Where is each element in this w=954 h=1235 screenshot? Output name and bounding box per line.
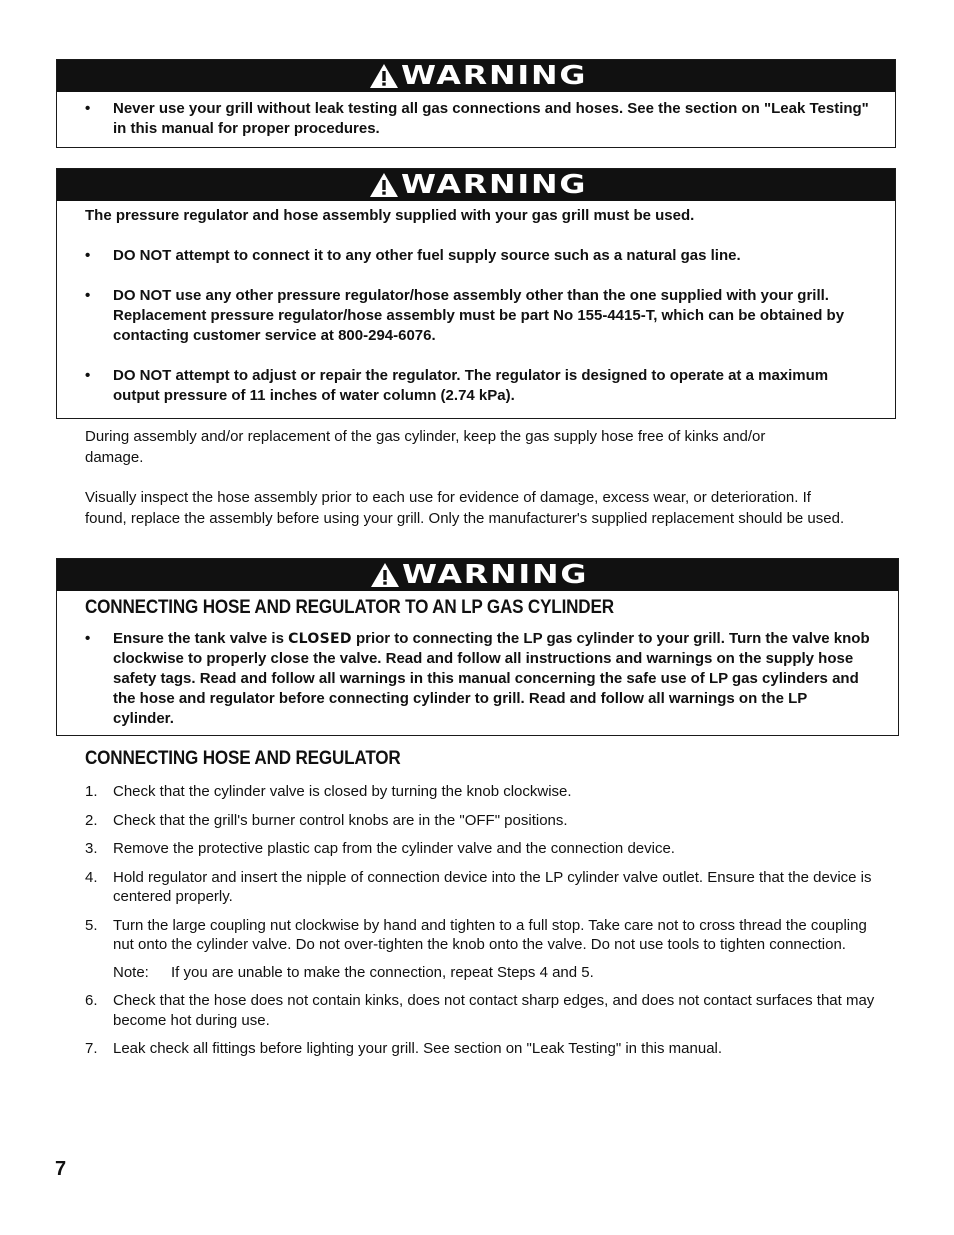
step-text: Hold regulator and insert the nipple of connection device into the LP cylinder valve outlet. Ensure that the device is centered properly. — [113, 868, 872, 905]
step-item — [85, 782, 875, 802]
note-label: Note: — [113, 963, 149, 981]
step-number: 5. — [85, 916, 98, 934]
warning-triangle-icon — [369, 172, 399, 198]
warning-label: WARNING — [400, 61, 587, 91]
steps-list — [85, 782, 875, 1068]
warning-triangle-icon — [369, 63, 399, 89]
warning-bullet — [85, 246, 871, 266]
bullet-text: DO NOT use any other pressure regulator/hose assembly other than the one supplied with your grill. Replacement pressure regulator/hose assembly must be part No 155-4415-T, which can be obtained by contacting customer service at 800-294-6076. — [113, 287, 845, 344]
note-text: If you are unable to make the connection, repeat Steps 4 and 5. — [171, 963, 594, 981]
warning-bullet — [85, 286, 871, 346]
warning-box-lp-cylinder — [56, 558, 899, 736]
bullet-text — [113, 629, 870, 729]
paragraph-inspect-hose: Visually inspect the hose assembly prior to each use for evidence of damage, excess wear, or deterioration. If found, replace the assembly before using your grill. Only the manufacturer's supplied replacement should be used. — [85, 489, 845, 527]
step-item — [85, 839, 875, 859]
section-heading-lp-cylinder: CONNECTING HOSE AND REGULATOR TO AN LP GAS CYLINDER — [85, 597, 614, 618]
step-text: Check that the cylinder valve is closed by turning the knob clockwise. — [113, 783, 572, 800]
bullet-symbol: • — [85, 247, 91, 264]
step-text: Turn the large coupling nut clockwise by hand and tighten to a full stop. Take care not to cross thread the coupling nut onto the cylinder valve. Do not over-tighten the knob onto the valve. Do not use tools to tighten connection. — [113, 916, 867, 953]
step-item — [85, 916, 875, 955]
paragraph-hose-kinks: During assembly and/or replacement of the gas cylinder, keep the gas supply hose free of kinks and/or damage. — [85, 428, 766, 466]
step-item — [85, 991, 875, 1030]
warning-bullet — [85, 366, 871, 406]
bullet-symbol: • — [85, 630, 91, 647]
bullet-text: DO NOT attempt to connect it to any other fuel supply source such as a natural gas line. — [113, 247, 741, 264]
warning-bullet — [85, 99, 871, 139]
step-note — [113, 963, 875, 983]
closed-emphasis: CLOSED — [288, 631, 352, 647]
section-heading-hose-regulator: CONNECTING HOSE AND REGULATOR — [85, 748, 401, 769]
step-item — [85, 868, 875, 907]
warning-box-regulator — [56, 168, 896, 419]
step-text: Remove the protective plastic cap from the cylinder valve and the connection device. — [113, 840, 675, 857]
warning-banner — [57, 169, 895, 201]
step-item — [85, 811, 875, 831]
bullet-symbol: • — [85, 287, 91, 304]
warning-triangle-icon — [370, 562, 400, 588]
warning-label: WARNING — [402, 560, 589, 590]
step-number: 2. — [85, 811, 98, 829]
warning-intro: The pressure regulator and hose assembly supplied with your gas grill must be used. — [85, 207, 695, 224]
step-number: 4. — [85, 868, 98, 886]
page-number: 7 — [55, 1158, 67, 1180]
warning-banner — [57, 559, 898, 591]
bullet-symbol: • — [85, 100, 91, 117]
bullet-text: DO NOT attempt to adjust or repair the regulator. The regulator is designed to operate at a maximum output pressure of 11 inches of water column (2.74 kPa). — [113, 367, 829, 404]
step-number: 1. — [85, 783, 98, 800]
warning-banner — [57, 60, 895, 92]
step-text: Leak check all fittings before lighting your grill. See section on "Leak Testing" in this manual. — [113, 1040, 723, 1057]
step-number: 3. — [85, 840, 98, 857]
step-item — [85, 1039, 875, 1059]
bullet-text-pre: Ensure the tank valve is — [113, 630, 284, 647]
bullet-text-post: prior to connecting the LP gas cylinder to your grill. Turn the valve knob clockwise to properly close the valve. Read and follow all instructions and warnings on the supply hose safety tags. Read and follow all warnings in this manual concerning the safe use of LP gas cylinders and the hose and regulator before connecting cylinder to grill. Read and follow all warnings on the LP cylinder. — [113, 630, 870, 727]
warning-label: WARNING — [400, 170, 587, 200]
warning-bullet — [85, 629, 870, 729]
warning-box-leak-test — [56, 59, 896, 148]
step-text: Check that the hose does not contain kinks, does not contact sharp edges, and does not contact surfaces that may become hot during use. — [113, 992, 875, 1029]
step-text: Check that the grill's burner control knobs are in the "OFF" positions. — [113, 811, 568, 829]
step-number: 7. — [85, 1040, 98, 1057]
bullet-text: Never use your grill without leak testing all gas connections and hoses. See the section on "Leak Testing" in this manual for proper procedures. — [113, 100, 869, 137]
bullet-symbol: • — [85, 367, 91, 384]
step-number: 6. — [85, 992, 98, 1009]
